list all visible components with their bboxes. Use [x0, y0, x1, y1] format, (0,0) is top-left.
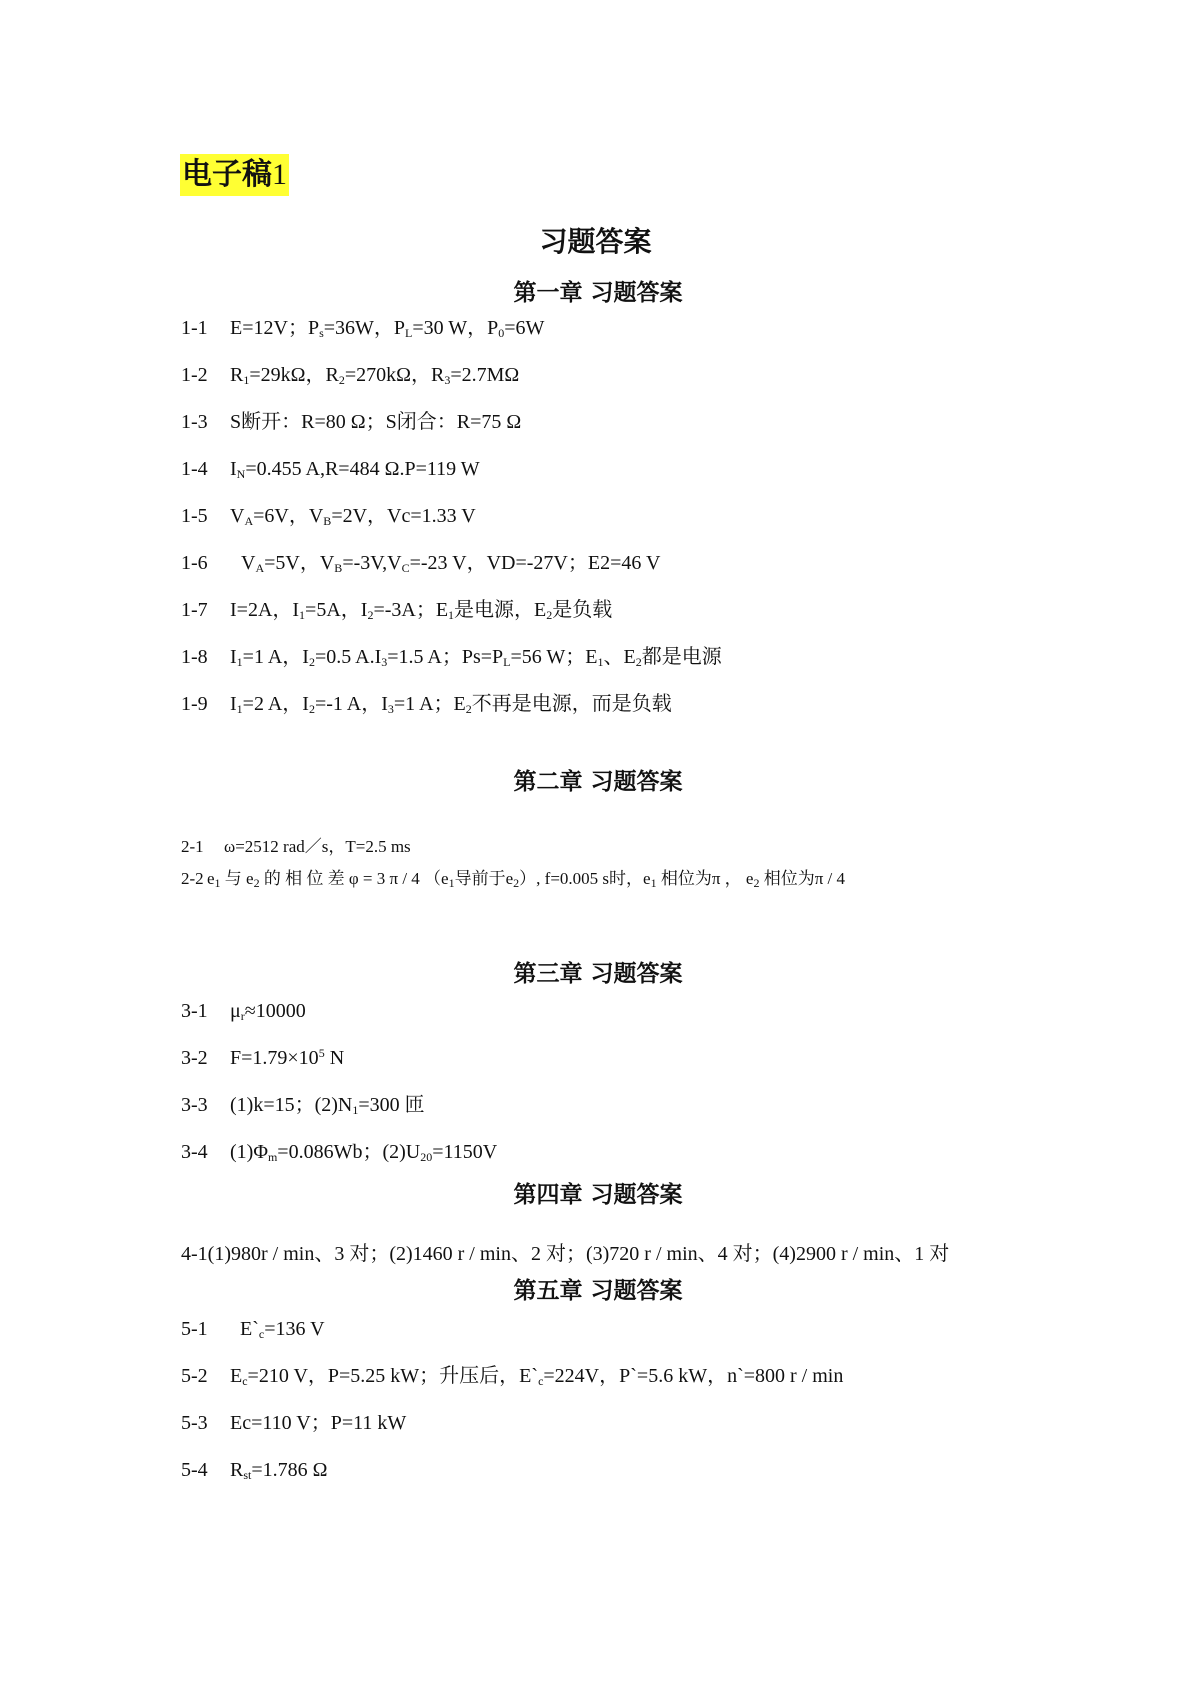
answer-4-1: 4-1(1)980r / min、3 对；(2)1460 r / min、2 对；(3)720 r / min、4 对；(4)2900 r / min、1 对	[181, 1243, 950, 1265]
chapter-3-heading: 第三章 习题答案	[513, 961, 683, 987]
answer-2-2: 2-2 $e_1$ 与 $e_2$ 的 相 位 差 φ = 3 π / 4 （$e_1$导前于$e_2$）, f=0.005 s时，$e_1$ 相位为π ， $e_2$ 相位为π / 4	[181, 869, 846, 890]
answer-5-1: 5-1 $E`_c=136$ V	[181, 1318, 325, 1341]
answer-3-2: 3-2 $F=1.79\times 10^5$ N	[181, 1046, 345, 1069]
answer-1-1: 1-1 E=12V；$P_s=36W$，$P_L=30$ W，$P_0=6W$	[181, 317, 545, 340]
answer-1-4: 1-4 $I_N=0.455$ A,R=484 Ω.P=119 W	[181, 458, 480, 481]
page-title: 习题答案	[539, 225, 652, 258]
chapter-4-heading: 第四章 习题答案	[513, 1182, 683, 1208]
answer-5-3: 5-3 Ec=110 V；P=11 kW	[181, 1412, 407, 1434]
chapter-5-heading: 第五章 习题答案	[513, 1278, 683, 1304]
answer-3-1: 3-1 $\mu_r\approx 10000$	[181, 1000, 306, 1023]
answer-1-9: 1-9 $I_1=2$ A，$I_2=-1$ A，$I_3=1$ A；$E_2$不再是电源，而是负载	[181, 693, 672, 716]
answer-1-6: 1-6 $V_A=5V$，$V_B=-3V,V_C=-23$ V，VD=-27V；E2=46 V	[181, 552, 661, 575]
answer-5-2: 5-2 $E_c=210$ V，P=5.25 kW；升压后，$E`_c=224V$，P`=5.6 kW，n`=800 r / min	[181, 1365, 844, 1388]
document-tag: 电子稿1	[180, 154, 289, 196]
answer-1-5: 1-5 $V_A=6V$，$V_B=2V$，Vc=1.33 V	[181, 505, 476, 528]
answer-2-1: 2-1 ω=2512 rad／s，T=2.5 ms	[181, 837, 411, 856]
answer-1-2: 1-2 $R_1=29k\Omega$，$R_2=270k\Omega$，$R_3=2.7M\Omega$	[181, 364, 520, 387]
answer-1-7: 1-7 I=2A，$I_1=5A$，$I_2=-3A$；$E_1$是电源，$E_2$是负载	[181, 599, 613, 622]
answer-3-4: 3-4 $(1)\Phi_m=0.086Wb$；$(2)U_{20}=1150V$	[181, 1141, 498, 1164]
answer-1-3: 1-3 S断开：R=80 Ω；S闭合：R=75 Ω	[181, 411, 522, 433]
answer-3-3: 3-3 (1)k=15；$(2)N_1=300$ 匝	[181, 1094, 425, 1117]
chapter-2-heading: 第二章 习题答案	[513, 769, 683, 795]
answer-1-8: 1-8 $I_1=1$ A，$I_2=0.5$ $A.I_3=1.5$ A；$Ps=P_L=56$ W；$E_1$、$E_2$都是电源	[181, 646, 722, 669]
chapter-1-heading: 第一章 习题答案	[513, 280, 683, 306]
answer-5-4: 5-4 $R_{st}=1.786$ Ω	[181, 1459, 328, 1482]
